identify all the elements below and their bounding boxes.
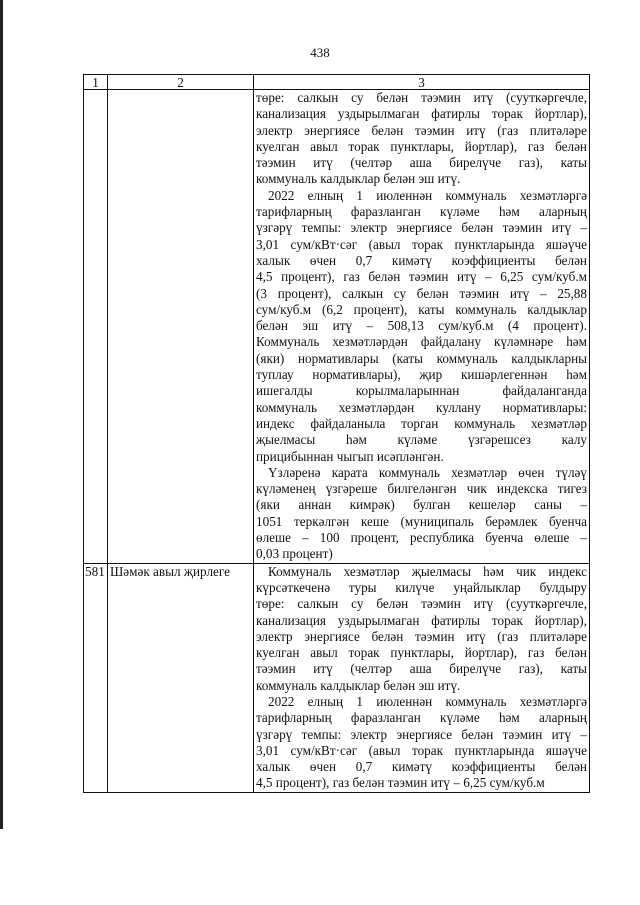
description-text: [256, 90, 587, 563]
description-line: өлеше – 100 процент, республика буенча өлеше –: [256, 530, 587, 546]
row-description: [254, 563, 590, 792]
description-line: куелган авыл торак пунктлары, йортлар), газ белән: [256, 138, 587, 154]
description-line: (3 процент), салкын су белән тәэмин итү – 25,88: [256, 285, 587, 301]
row-description: [254, 90, 590, 564]
page-bottom-margin: [0, 829, 640, 905]
description-line: коммуналь хезмәтләрдән куллану нормативлары:: [256, 399, 587, 415]
description-line: халык өчен 0,7 кимәтү коэффициенты белән: [256, 252, 587, 268]
table-row: [84, 90, 590, 564]
header-col-1: 1: [84, 75, 108, 90]
scan-left-edge: [0, 0, 3, 905]
description-line: канализация уздырылмаган фатирлы торак йортлар),: [256, 106, 587, 122]
description-line: Үзләренә карата коммуналь хезмәтләр өчен түләү: [268, 464, 587, 480]
document-table: [83, 74, 590, 793]
description-line: электр энергиясе белән тәэмин итү (газ плитәләре: [256, 628, 587, 644]
description-line: сум/куб.м (6,2 процент), каты коммуналь калдыклар: [256, 301, 587, 317]
description-line: (яки) нормативлары (каты коммуналь калдыкларны: [256, 350, 587, 366]
description-line: канализация уздырылмаган фатирлы торак йортлар),: [256, 612, 587, 628]
description-line: куелган авыл торак пунктлары, йортлар), газ белән: [256, 645, 587, 661]
description-line: төре: салкын су белән тәэмин итү (сууткәргечле,: [256, 90, 587, 105]
description-line: 4,5 процент), газ белән тәэмин итү – 6,25 сум/куб.м: [256, 269, 587, 285]
description-line: туплау нормативлары), җир кишәрлегеннән һәм: [256, 367, 587, 383]
description-line: халык өчен 0,7 кимәтү коэффициенты белән: [256, 759, 587, 775]
description-line: 2022 елның 1 июленнән коммуналь хезмәтләргә: [268, 187, 587, 203]
table-header-row: [84, 75, 590, 90]
description-text: [256, 564, 587, 792]
description-line: күрсәткеченә туры килүче уңайлыклар булдыру: [256, 579, 587, 595]
description-line: 3,01 сум/кВт·сәг (авыл торак пунктларында яшәүче: [256, 742, 587, 758]
description-line: электр энергиясе белән тәэмин итү (газ плитәләре: [256, 122, 587, 138]
description-line: коммуналь калдыклар белән эш итү.: [256, 171, 461, 187]
description-line: тәэмин итү (челтәр аша бирелүче газ), каты: [256, 155, 587, 171]
header-col-2: 2: [108, 75, 254, 90]
description-line: 0,03 процент): [256, 546, 333, 562]
description-line: белән эш итү – 508,13 сум/куб.м (4 процент).: [256, 318, 587, 334]
description-line: 1051 теркәлгән кеше (муниципаль берәмлек буенча: [256, 513, 587, 529]
description-line: үзгәрү темпы: электр энергиясе белән тәэмин итү –: [256, 726, 587, 742]
description-line: төре: салкын су белән тәэмин итү (сууткәргечле,: [256, 596, 587, 612]
description-line: Коммуналь хезмәтләр җыелмасы һәм чик индекс: [268, 563, 587, 579]
description-line: җыелмасы һәм күләме үзгәрешсез калу: [256, 432, 587, 448]
description-line: 4,5 процент), газ белән тәэмин итү – 6,25 сум/куб.м: [256, 775, 545, 791]
description-line: күләменең үзгәреше билгеләнгән чик индекска тигез: [256, 481, 587, 497]
row-number: [84, 90, 108, 564]
description-line: (яки аннан кимрәк) булган кешеләр саны –: [256, 497, 587, 513]
description-line: 2022 елның 1 июленнән коммуналь хезмәтләргә: [268, 693, 587, 709]
description-line: тәэмин итү (челтәр аша бирелүче газ), каты: [256, 661, 587, 677]
municipality-name: Шәмәк авыл җирлеге: [108, 563, 254, 792]
description-line: ишегалды корылмаларыннан файдаланганда: [256, 383, 587, 399]
description-line: индекс файдаланыла торган коммуналь хезмәтләр: [256, 415, 587, 431]
municipality-name: [108, 90, 254, 564]
description-line: Коммуналь хезмәтләрдән файдалану күләмнәре һәм: [256, 334, 587, 350]
table-row: [84, 563, 590, 792]
description-line: үзгәрү темпы: электр энергиясе белән тәэмин итү –: [256, 220, 587, 236]
header-col-3: 3: [254, 75, 590, 90]
row-number: 581: [84, 563, 108, 792]
page-number: 438: [310, 45, 330, 60]
description-line: тарифларның фаразланган күләме һәм аларның: [256, 204, 587, 220]
description-line: коммуналь калдыклар белән эш итү.: [256, 677, 461, 693]
description-line: тарифларның фаразланган күләме һәм аларның: [256, 710, 587, 726]
description-line: 3,01 сум/кВт·сәг (авыл торак пунктларында яшәүче: [256, 236, 587, 252]
description-line: прицибыннан чыгып исәпләнгән.: [256, 448, 444, 464]
